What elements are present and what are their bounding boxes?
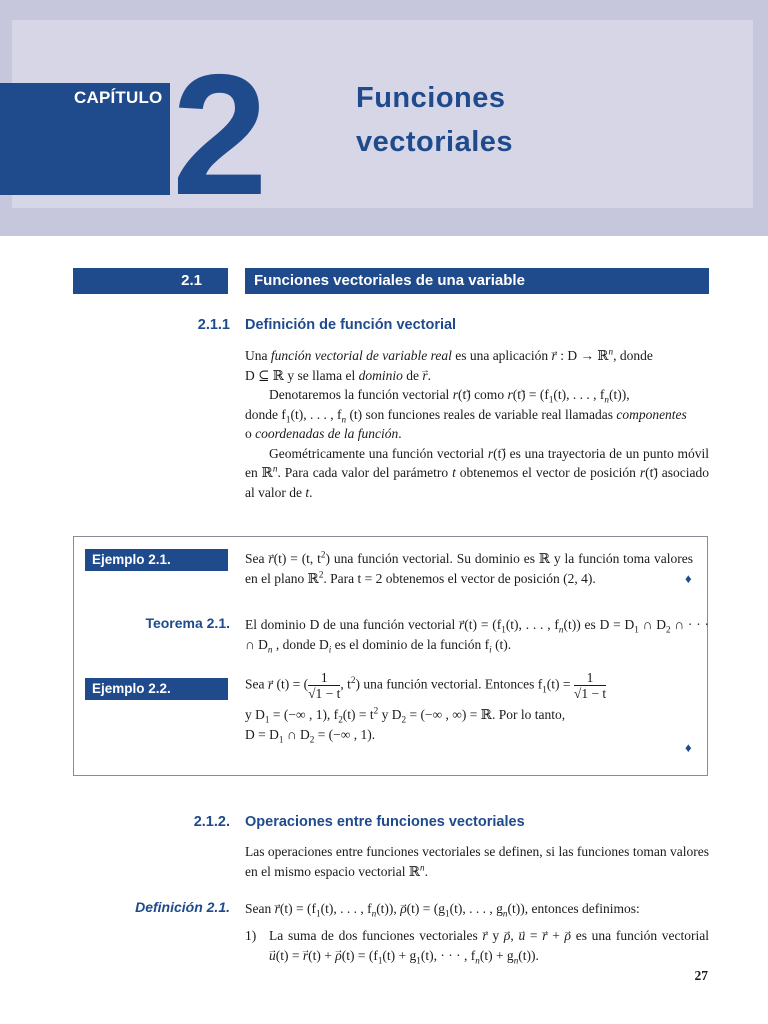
theorem-label: Teorema 2.1. (145, 615, 230, 631)
subsection-number: 2.1.2. (193, 814, 230, 830)
example-body: Sea → r (t) = ( $\frac{1}{√1 - t}$ , $t^2$) una función vectorial. Entonces $f_1(t)$ = $\frac{1}{√1 - t}$ y $D_1$ = (−∞ , 1), $f_2(t) = t^2$ y $D_2$ = (−∞ , ∞) = ℝ. Por lo tanto, $D = D_1$ ∩ $D_2$ = (−∞ , 1). (245, 670, 709, 745)
list-item (245, 926, 709, 966)
term-domain: dominio (358, 367, 403, 383)
subsection-title: Operaciones entre funciones vectoriales (245, 814, 525, 830)
subsection-number: 2.1.1 (197, 317, 230, 333)
definition-body: Sean → $r(t) = (f_1(t)$, . . . , $f_n(t)$), → $\rho(t) = (g_1(t)$, . . . , $g_n(t)$), entonces definimos: (245, 899, 709, 919)
example-label-box (85, 678, 228, 700)
fraction: $\frac{1}{√1 - t}$ (308, 670, 341, 701)
paragraph: Denotaremos la función vectorial → r(t) como → $r(t) = (f_1(t)$, . . . , $f_n(t)$), donde $f_1(t)$, . . . , $f_n$ (t) son funciones reales de variable real llamadas componentes o coordenadas de la función. (245, 385, 709, 444)
theorem-body: El dominio D de una función vectorial → $r(t) = (f_1(t)$, . . . , $f_n(t)$) es $D = D_1$ ∩ $D_2$ ∩ · · · ∩ $D_n$ , donde $D_i$ es el dominio de la función $f_i$ (t). (245, 615, 709, 654)
chapter-title (356, 76, 513, 164)
chapter-label: CAPÍTULO (74, 88, 163, 107)
section-number-bar (73, 268, 228, 294)
list-item-text: La suma de dos funciones vectoriales → r y → ρ, → u = → r + → ρ es una función vectorial → u(t) = → r(t) + → $\rho(t) = (f_1(t) + g_1(t)$, · · · , $f_n(t) + g_n(t)$). (269, 926, 709, 965)
definition-label: Definición 2.1. (135, 899, 230, 915)
section-title: Funciones vectoriales de una variable (254, 272, 525, 289)
term-components: componentes (616, 406, 687, 422)
subsection-title: Definición de función vectorial (245, 317, 457, 333)
page-number: 27 (694, 968, 708, 983)
chapter-title-line1: Funciones (356, 82, 506, 114)
chapter-title-line2: vectoriales (356, 126, 514, 158)
section-number: 2.1 (181, 272, 202, 289)
end-mark-diamond: ♦ (685, 740, 692, 755)
end-mark-diamond: ♦ (685, 571, 692, 586)
chapter-header (0, 0, 768, 236)
term-vector-function: función vectorial de variable real (270, 348, 452, 363)
term-coordinates: coordenadas de la función (255, 426, 399, 441)
example-label: Ejemplo 2.1. (92, 552, 171, 567)
list-marker: 1) (245, 928, 257, 943)
example-label: Ejemplo 2.2. (92, 681, 171, 696)
chapter-number: 2 (172, 39, 268, 231)
example-label-box (85, 549, 228, 571)
example-body: Sea → r(t) = (t, $t^2$) una función vectorial. Su dominio es ℝ y la función toma valores en el plano ℝ$^2$. Para t = 2 obtenemos el vector de posición (2, 4). (245, 549, 693, 588)
paragraph: Geométricamente una función vectorial → r(t) es una trayectoria de un punto móvil en ℝ$^n$. Para cada valor del parámetro t obtenemos el vector de posición → r(t) asociado al valor de t. (245, 444, 709, 503)
section-title-bar (245, 268, 709, 294)
subsection-body (245, 346, 709, 502)
subsection-body: Las operaciones entre funciones vectoriales se definen, si las funciones toman valores en el mismo espacio vectorial ℝ$^n$. (245, 844, 709, 879)
fraction: $\frac{1}{√1 - t}$ (573, 670, 607, 701)
paragraph: Una función vectorial de variable real es una aplicación → r : D → ℝ$^n$, donde D ⊆ ℝ y se llama el dominio de → r. (245, 346, 709, 385)
